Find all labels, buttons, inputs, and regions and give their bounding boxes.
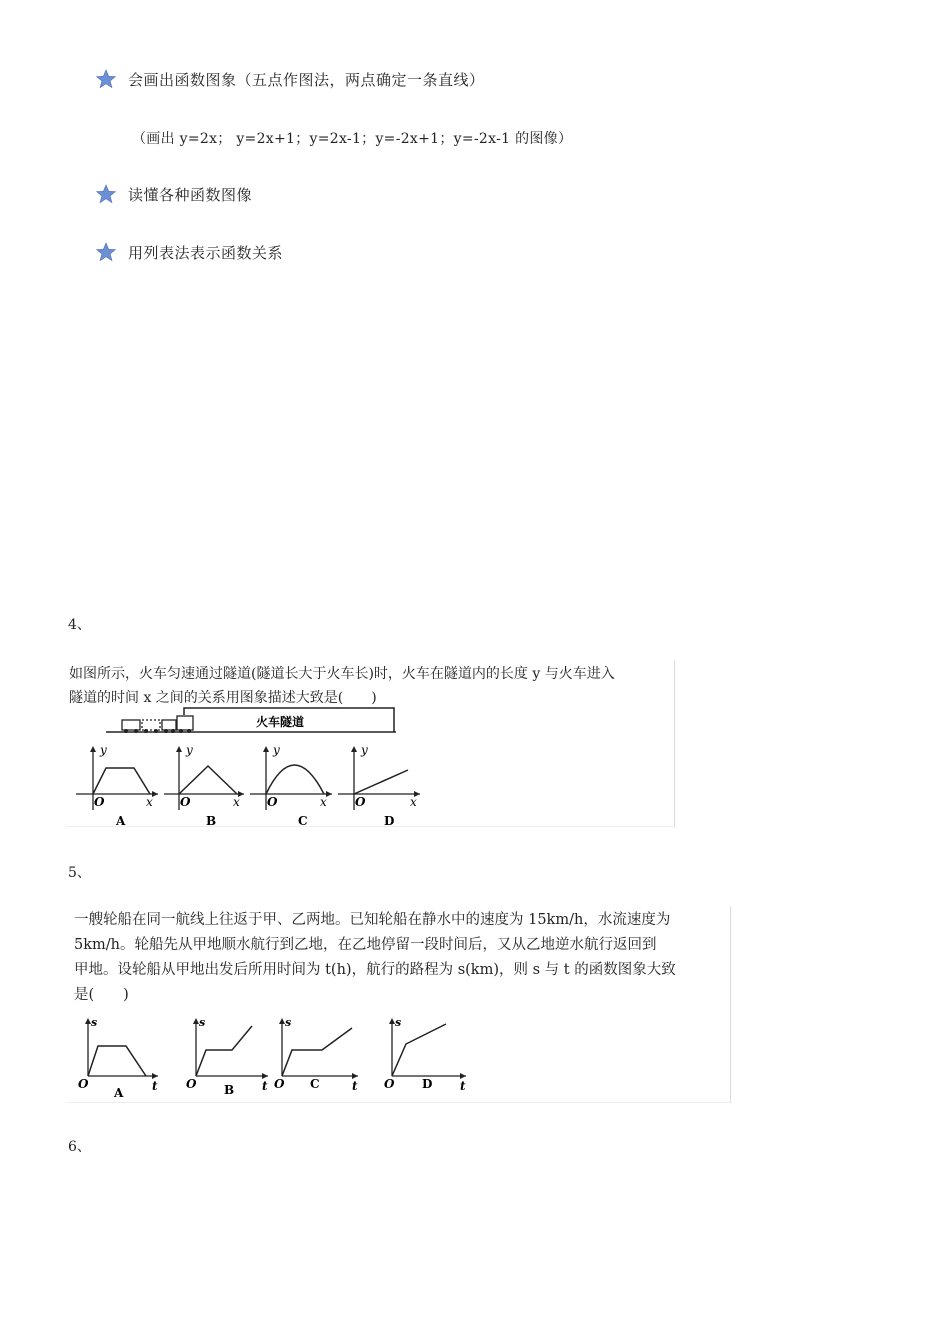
question-5-text-line1: 一艘轮船在同一航线上往返于甲、乙两地。已知轮船在静水中的速度为 15km/h，水流速度为 bbox=[74, 912, 671, 928]
origin-label: O bbox=[94, 795, 105, 809]
tunnel-label: 火车隧道 bbox=[256, 715, 305, 729]
axis-x-label: x bbox=[410, 795, 417, 809]
axis-x-label: x bbox=[146, 795, 153, 809]
option-label: B bbox=[206, 814, 217, 826]
question-4-figure bbox=[66, 660, 675, 827]
axis-x-label: x bbox=[320, 795, 327, 809]
question-number: 6、 bbox=[68, 1139, 91, 1155]
axis-y-label: s bbox=[285, 1016, 292, 1029]
option-label: A bbox=[116, 814, 126, 826]
question-5-text-line4: 是( ) bbox=[74, 987, 129, 1003]
axis-y-label: y bbox=[273, 743, 280, 757]
axis-x-label: t bbox=[352, 1079, 358, 1093]
option-d-graph bbox=[384, 1016, 466, 1093]
option-label: B bbox=[224, 1083, 235, 1097]
axis-x-label: t bbox=[152, 1079, 158, 1093]
option-b-graph bbox=[186, 1016, 268, 1097]
option-label: A bbox=[114, 1086, 124, 1100]
origin-label: O bbox=[384, 1077, 395, 1091]
option-c-graph bbox=[250, 743, 332, 826]
bullet-item bbox=[96, 181, 252, 207]
axis-y-label: s bbox=[91, 1016, 98, 1029]
option-b-graph bbox=[164, 743, 244, 826]
axis-x-label: t bbox=[262, 1079, 268, 1093]
question-5-text-line2: 5km/h。轮船先从甲地顺水航行到乙地，在乙地停留一段时间后，又从乙地逆水航行返回到 bbox=[74, 937, 657, 953]
bullet-item bbox=[96, 239, 283, 265]
axis-y-label: y bbox=[361, 743, 368, 757]
star-icon bbox=[96, 242, 116, 262]
bullet-text: 读懂各种函数图像 bbox=[128, 185, 253, 204]
option-c-graph bbox=[274, 1016, 358, 1093]
bullet-text: 用列表法表示函数关系 bbox=[128, 243, 284, 262]
bullet-text: 会画出函数图象（五点作图法，两点确定一条直线） bbox=[128, 70, 485, 89]
axis-y-label: y bbox=[100, 743, 107, 757]
origin-label: O bbox=[267, 795, 278, 809]
question-4-diagram bbox=[66, 660, 674, 826]
question-5-figure bbox=[66, 906, 731, 1103]
axis-y-label: y bbox=[186, 743, 193, 757]
bullet-item bbox=[96, 66, 485, 92]
sub-note: （画出 y=2x； y=2x+1；y=2x-1；y=-2x+1；y=-2x-1 的图像） bbox=[132, 131, 573, 147]
star-icon bbox=[96, 69, 116, 89]
question-4-text-line1: 如图所示，火车匀速通过隧道(隧道长大于火车长)时，火车在隧道内的长度 y 与火车进入 bbox=[69, 666, 615, 682]
axis-y-label: s bbox=[199, 1016, 206, 1029]
option-a-graph bbox=[78, 1016, 158, 1100]
question-5-text-line3: 甲地。设轮船从甲地出发后所用时间为 t(h)，航行的路程为 s(km)，则 s 与 t 的函数图象大致 bbox=[74, 962, 676, 978]
option-label: C bbox=[310, 1077, 320, 1091]
origin-label: O bbox=[78, 1077, 89, 1091]
question-4-text-line2: 隧道的时间 x 之间的关系用图象描述大致是( ) bbox=[69, 690, 377, 706]
origin-label: O bbox=[355, 795, 366, 809]
option-label: C bbox=[298, 814, 308, 826]
axis-x-label: t bbox=[460, 1079, 466, 1093]
option-a-graph bbox=[76, 743, 158, 826]
star-icon bbox=[96, 184, 116, 204]
option-label: D bbox=[384, 814, 395, 826]
axis-x-label: x bbox=[233, 795, 240, 809]
origin-label: O bbox=[186, 1077, 197, 1091]
question-number: 5、 bbox=[68, 865, 91, 881]
train bbox=[122, 716, 193, 733]
question-5-diagram bbox=[66, 906, 730, 1102]
axis-y-label: s bbox=[395, 1016, 402, 1029]
question-number: 4、 bbox=[68, 617, 91, 633]
origin-label: O bbox=[180, 795, 191, 809]
origin-label: O bbox=[274, 1077, 285, 1091]
option-d-graph bbox=[338, 743, 420, 826]
option-label: D bbox=[422, 1077, 433, 1091]
